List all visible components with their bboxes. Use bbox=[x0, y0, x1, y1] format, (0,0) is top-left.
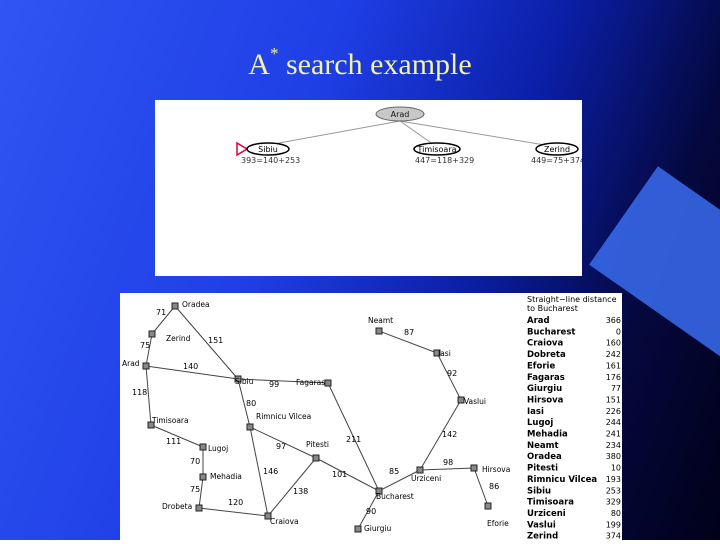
sld-city: Eforie bbox=[527, 361, 556, 372]
city-label: Vaslui bbox=[464, 397, 486, 406]
city-label: Fagaras bbox=[296, 378, 326, 387]
road-distance: 99 bbox=[269, 380, 280, 389]
road-lines bbox=[146, 306, 488, 529]
tree-edge bbox=[400, 121, 557, 147]
road-distance: 138 bbox=[293, 487, 309, 496]
expansion-marker-icon bbox=[237, 143, 247, 155]
tree-node-label: Timisoara bbox=[417, 145, 457, 154]
romania-map bbox=[120, 293, 622, 540]
city-label: Giurgiu bbox=[364, 524, 392, 533]
sld-city: Timisoara bbox=[527, 497, 575, 508]
sld-distance: 0 bbox=[615, 327, 621, 337]
road-distance: 90 bbox=[366, 507, 377, 516]
road-distance: 75 bbox=[190, 485, 201, 494]
search-tree-panel bbox=[155, 100, 582, 276]
road-distance: 98 bbox=[443, 458, 454, 467]
city-label: Oradea bbox=[182, 300, 210, 309]
sld-distance: 234 bbox=[605, 440, 621, 450]
slide-title bbox=[0, 44, 720, 82]
sld-city: Giurgiu bbox=[527, 384, 563, 395]
sld-distance: 241 bbox=[605, 429, 621, 439]
road-distance: 151 bbox=[208, 336, 224, 345]
tree-node-label: Sibiu bbox=[258, 145, 278, 154]
sld-city: Zerind bbox=[527, 531, 559, 540]
sld-city: Pitesti bbox=[527, 463, 559, 474]
city-label: Iasi bbox=[438, 349, 451, 358]
sld-distance: 253 bbox=[605, 486, 621, 496]
city-label: Urziceni bbox=[411, 474, 442, 483]
sld-city: Bucharest bbox=[527, 327, 576, 338]
city-label: Pitesti bbox=[306, 440, 329, 449]
sld-distance: 160 bbox=[605, 338, 621, 348]
sld-subtitle: to Bucharest bbox=[527, 304, 578, 313]
road-distance: 75 bbox=[140, 341, 151, 350]
sld-city: Iasi bbox=[527, 406, 544, 417]
road-distance: 142 bbox=[442, 430, 458, 439]
city-nodes bbox=[143, 303, 491, 532]
city-label: Neamt bbox=[368, 316, 394, 325]
sld-city: Fagaras bbox=[527, 372, 565, 383]
tree-node-f-value: 449=75+374 bbox=[531, 156, 582, 165]
city-label: Eforie bbox=[487, 519, 509, 528]
city-label: Bucharest bbox=[376, 492, 414, 501]
sld-city: Hirsova bbox=[527, 395, 564, 406]
tree-node-label: Zerind bbox=[543, 145, 571, 154]
sld-distance: 242 bbox=[605, 350, 621, 360]
city-label: Drobeta bbox=[162, 502, 193, 511]
city-labels bbox=[122, 300, 510, 533]
title-superscript: * bbox=[269, 44, 279, 63]
sld-city: Craiova bbox=[527, 338, 564, 349]
sld-distance: 77 bbox=[610, 384, 621, 394]
search-tree bbox=[155, 100, 582, 276]
road-distance: 86 bbox=[489, 482, 500, 491]
title-main: A bbox=[248, 48, 270, 81]
sld-distance: 10 bbox=[610, 463, 621, 473]
road-distance: 146 bbox=[263, 467, 279, 476]
sld-distance: 161 bbox=[605, 361, 621, 371]
city-label: Arad bbox=[122, 359, 140, 368]
city-label: Craiova bbox=[270, 517, 299, 526]
sld-city: Neamt bbox=[527, 440, 559, 451]
road-distance: 118 bbox=[132, 388, 148, 397]
road-distance: 92 bbox=[447, 369, 458, 378]
road-distance: 140 bbox=[183, 362, 199, 371]
sld-city: Oradea bbox=[527, 452, 562, 463]
city-label: Lugoj bbox=[208, 444, 229, 453]
sld-distance: 151 bbox=[605, 395, 621, 405]
road-distance: 87 bbox=[404, 328, 415, 337]
sld-distance: 366 bbox=[605, 316, 621, 325]
sld-distance: 176 bbox=[605, 372, 621, 382]
title-rest: search example bbox=[278, 48, 472, 81]
road-distance: 111 bbox=[166, 437, 182, 446]
sld-distance: 374 bbox=[605, 531, 621, 540]
road-distance: 80 bbox=[246, 399, 257, 408]
city-label: Zerind bbox=[166, 334, 191, 343]
road-distance: 211 bbox=[346, 435, 362, 444]
city-label: Timisoara bbox=[152, 416, 189, 425]
sld-distance: 226 bbox=[605, 406, 621, 416]
sld-distance: 193 bbox=[605, 474, 621, 484]
sld-city: Dobreta bbox=[527, 350, 566, 361]
sld-city: Rimnicu Vilcea bbox=[527, 474, 598, 485]
city-label: Hirsova bbox=[482, 465, 511, 474]
city-label: Sibiu bbox=[235, 377, 254, 386]
road-distance: 71 bbox=[156, 308, 167, 317]
sld-rows bbox=[527, 316, 621, 540]
sld-distance: 244 bbox=[605, 418, 621, 428]
sld-city: Mehadia bbox=[527, 429, 568, 440]
city-label: Mehadia bbox=[210, 472, 242, 481]
sld-distance: 380 bbox=[605, 452, 621, 462]
sld-distance: 199 bbox=[605, 520, 621, 530]
tree-node-f-value: 447=118+329 bbox=[415, 156, 475, 165]
tree-node-f-value: 393=140+253 bbox=[241, 156, 301, 165]
romania-map-panel bbox=[120, 293, 622, 540]
sld-city: Vaslui bbox=[527, 520, 556, 531]
sld-city: Lugoj bbox=[527, 418, 554, 429]
road-distance: 120 bbox=[228, 498, 244, 507]
road-distance: 97 bbox=[276, 442, 287, 451]
road-distance: 101 bbox=[332, 470, 348, 479]
sld-title: Straight−line distance bbox=[527, 295, 617, 304]
road-distance: 85 bbox=[389, 467, 400, 476]
road-distance: 70 bbox=[190, 457, 201, 466]
city-label: Rimnicu Vilcea bbox=[256, 412, 312, 421]
straight-line-distance-table bbox=[527, 295, 621, 540]
sld-distance: 80 bbox=[610, 508, 621, 518]
sld-city: Sibiu bbox=[527, 486, 552, 497]
sld-distance: 329 bbox=[605, 497, 621, 507]
sld-city: Urziceni bbox=[527, 508, 566, 519]
sld-city: Arad bbox=[527, 316, 550, 326]
tree-root-label: Arad bbox=[390, 110, 410, 119]
